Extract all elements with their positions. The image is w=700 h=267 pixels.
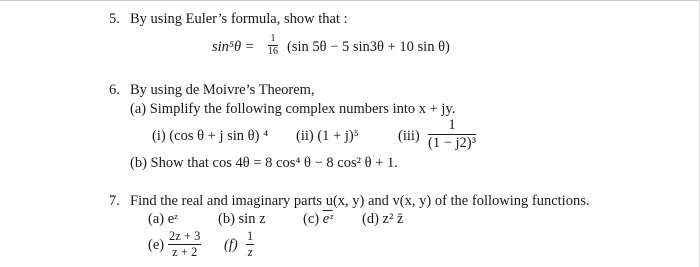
q7-c: [303, 212, 333, 227]
q6-part-b: (b) Show that cos 4θ = 8 cos⁴ θ − 8 cos² θ + 1.: [130, 155, 398, 171]
q6-a-ii: (ii) (1 + j)⁵: [296, 128, 359, 144]
q7-c-expr: $\overline{eᶻ}$: [322, 211, 333, 227]
q5-frac-num: 1: [268, 34, 278, 46]
q7-f-label: (f): [224, 237, 238, 253]
q6-a-i: (i) (cos θ + j sin θ) ⁴: [152, 128, 269, 144]
q7-e-label: (e): [148, 237, 165, 253]
q7-e-num: 2z + 3: [169, 229, 201, 243]
q5-prompt: By using Euler’s formula, show that :: [130, 11, 348, 27]
q5-frac-den: 16: [268, 46, 278, 57]
q5-lhs: sin⁵θ =: [212, 39, 255, 55]
top-rule: [0, 0, 700, 1]
q7-prompt: Find the real and imaginary parts u(x, y) and v(x, y) of the following functions.: [130, 193, 590, 209]
q6-a-iii-num: 1: [428, 118, 476, 135]
q7-number: 7.: [109, 193, 120, 209]
q6-number: 6.: [109, 82, 120, 98]
q7-d: (d) z² z̄: [362, 211, 404, 227]
q7-b: (b) sin z: [218, 211, 266, 227]
q7-f-fraction: [246, 230, 254, 258]
q7-f-den: z: [247, 244, 253, 259]
q7-a: (a) eᶻ: [148, 211, 179, 227]
q5-rhs: (sin 5θ − 5 sin3θ + 10 sin θ): [287, 39, 450, 55]
q6-a-iii-den: (1 − j2)³: [428, 134, 476, 151]
q6-prompt: By using de Moivre’s Theorem,: [130, 82, 315, 98]
q7-f-num: 1: [247, 229, 254, 243]
q6-a-iii-label: (iii): [398, 128, 420, 144]
q7-e-den: z + 2: [172, 244, 198, 259]
q5-number: 5.: [109, 11, 120, 27]
q7-c-label: (c): [303, 211, 323, 227]
q5-fraction: [268, 34, 278, 57]
q6-a-iii-fraction: [428, 118, 476, 150]
q6-part-a: (a) Simplify the following complex numbers into x + jy.: [130, 101, 456, 117]
q7-e-fraction: [168, 230, 201, 258]
